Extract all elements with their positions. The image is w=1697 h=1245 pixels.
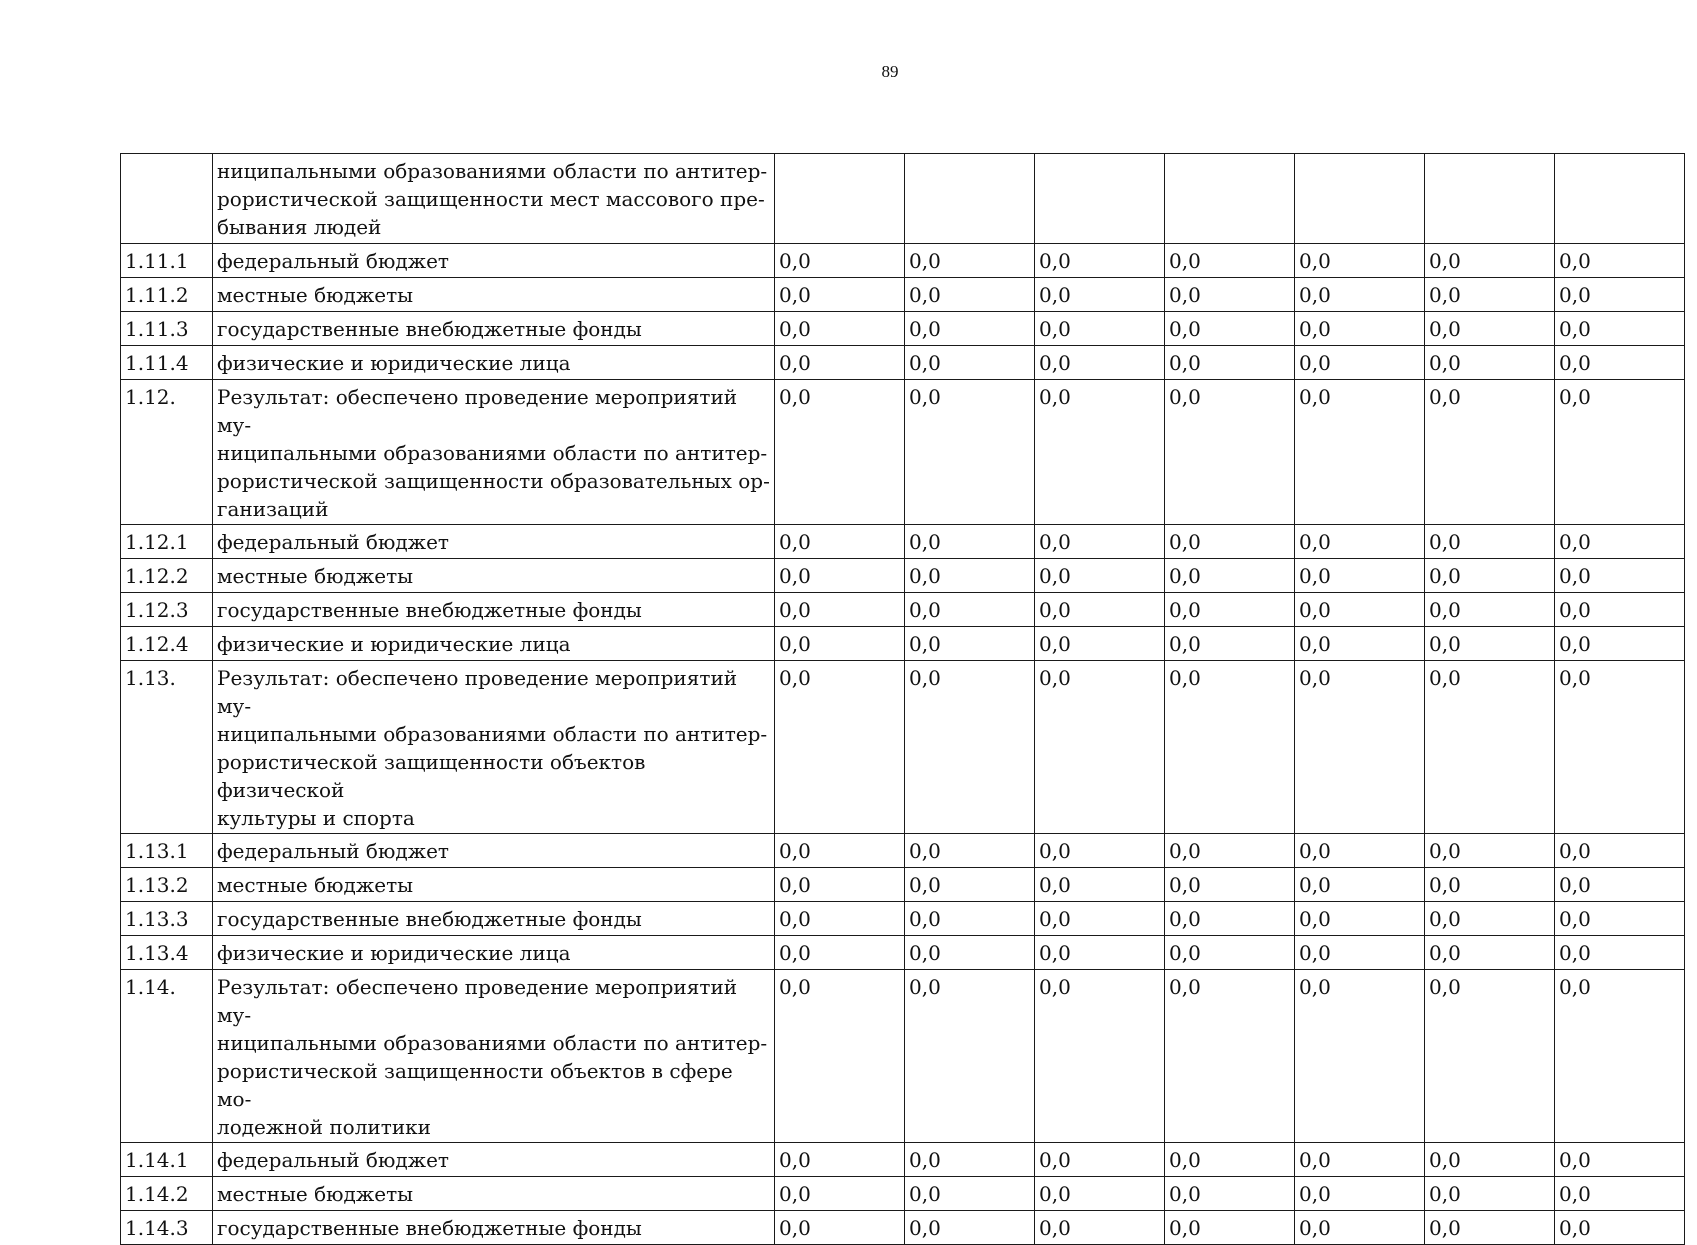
value-cell-3: 0,0 [1035, 1211, 1165, 1245]
table-row [121, 868, 1685, 902]
row-description: физические и юридические лица [213, 936, 775, 970]
row-description: федеральный бюджет [213, 525, 775, 559]
table-row [121, 154, 1685, 244]
row-number: 1.12.3 [121, 593, 213, 627]
row-description: местные бюджеты [213, 559, 775, 593]
value-cell-7: 0,0 [1555, 902, 1685, 936]
value-cell-6: 0,0 [1425, 868, 1555, 902]
value-cell-7: 0,0 [1555, 346, 1685, 380]
value-cell-2: 0,0 [905, 627, 1035, 661]
value-cell-5: 0,0 [1295, 593, 1425, 627]
value-cell-7 [1555, 154, 1685, 244]
value-cell-1: 0,0 [775, 278, 905, 312]
value-cell-4: 0,0 [1165, 902, 1295, 936]
value-cell-4: 0,0 [1165, 1177, 1295, 1211]
value-cell-2: 0,0 [905, 1177, 1035, 1211]
value-cell-6: 0,0 [1425, 834, 1555, 868]
row-description: государственные внебюджетные фонды [213, 312, 775, 346]
row-description: государственные внебюджетные фонды [213, 902, 775, 936]
value-cell-2: 0,0 [905, 1211, 1035, 1245]
table-row [121, 1143, 1685, 1177]
value-cell-2: 0,0 [905, 525, 1035, 559]
value-cell-2: 0,0 [905, 868, 1035, 902]
value-cell-4: 0,0 [1165, 525, 1295, 559]
value-cell-4: 0,0 [1165, 559, 1295, 593]
row-description: физические и юридические лица [213, 627, 775, 661]
row-number: 1.14.2 [121, 1177, 213, 1211]
value-cell-7: 0,0 [1555, 834, 1685, 868]
value-cell-2 [905, 154, 1035, 244]
value-cell-3: 0,0 [1035, 244, 1165, 278]
value-cell-6: 0,0 [1425, 525, 1555, 559]
value-cell-1: 0,0 [775, 244, 905, 278]
value-cell-2: 0,0 [905, 661, 1035, 834]
value-cell-4: 0,0 [1165, 1211, 1295, 1245]
value-cell-6: 0,0 [1425, 1143, 1555, 1177]
value-cell-3: 0,0 [1035, 970, 1165, 1143]
row-description: федеральный бюджет [213, 244, 775, 278]
value-cell-5: 0,0 [1295, 627, 1425, 661]
value-cell-3: 0,0 [1035, 525, 1165, 559]
value-cell-4: 0,0 [1165, 661, 1295, 834]
value-cell-1: 0,0 [775, 1211, 905, 1245]
row-description: физические и юридические лица [213, 346, 775, 380]
value-cell-5: 0,0 [1295, 346, 1425, 380]
value-cell-1: 0,0 [775, 525, 905, 559]
row-description: государственные внебюджетные фонды [213, 593, 775, 627]
value-cell-2: 0,0 [905, 312, 1035, 346]
value-cell-6: 0,0 [1425, 346, 1555, 380]
table-body [121, 154, 1685, 1245]
value-cell-5: 0,0 [1295, 278, 1425, 312]
row-number: 1.11.2 [121, 278, 213, 312]
row-description: ниципальными образованиями области по антитер- рористической защищенности мест массового пре- бывания людей [213, 154, 775, 244]
value-cell-6: 0,0 [1425, 661, 1555, 834]
value-cell-4: 0,0 [1165, 936, 1295, 970]
row-number [121, 154, 213, 244]
value-cell-7: 0,0 [1555, 312, 1685, 346]
value-cell-1: 0,0 [775, 902, 905, 936]
value-cell-1: 0,0 [775, 970, 905, 1143]
value-cell-5: 0,0 [1295, 970, 1425, 1143]
value-cell-3: 0,0 [1035, 312, 1165, 346]
value-cell-4: 0,0 [1165, 868, 1295, 902]
value-cell-3: 0,0 [1035, 559, 1165, 593]
table-row [121, 559, 1685, 593]
value-cell-7: 0,0 [1555, 868, 1685, 902]
value-cell-1: 0,0 [775, 868, 905, 902]
value-cell-3: 0,0 [1035, 278, 1165, 312]
value-cell-5: 0,0 [1295, 312, 1425, 346]
value-cell-2: 0,0 [905, 559, 1035, 593]
value-cell-6: 0,0 [1425, 936, 1555, 970]
value-cell-3 [1035, 154, 1165, 244]
table-row [121, 970, 1685, 1143]
value-cell-6: 0,0 [1425, 902, 1555, 936]
value-cell-5: 0,0 [1295, 1211, 1425, 1245]
value-cell-5: 0,0 [1295, 661, 1425, 834]
table-row [121, 936, 1685, 970]
table-row [121, 593, 1685, 627]
value-cell-7: 0,0 [1555, 559, 1685, 593]
funding-table [120, 153, 1685, 1245]
table-row [121, 278, 1685, 312]
value-cell-1: 0,0 [775, 834, 905, 868]
value-cell-5: 0,0 [1295, 525, 1425, 559]
value-cell-1: 0,0 [775, 593, 905, 627]
value-cell-3: 0,0 [1035, 868, 1165, 902]
value-cell-7: 0,0 [1555, 970, 1685, 1143]
table-row [121, 902, 1685, 936]
value-cell-5: 0,0 [1295, 936, 1425, 970]
value-cell-3: 0,0 [1035, 936, 1165, 970]
value-cell-1: 0,0 [775, 559, 905, 593]
row-number: 1.14. [121, 970, 213, 1143]
value-cell-3: 0,0 [1035, 346, 1165, 380]
value-cell-3: 0,0 [1035, 902, 1165, 936]
value-cell-6: 0,0 [1425, 559, 1555, 593]
page-number: 89 [881, 62, 899, 81]
value-cell-6: 0,0 [1425, 312, 1555, 346]
table-row [121, 380, 1685, 525]
value-cell-2: 0,0 [905, 970, 1035, 1143]
value-cell-6: 0,0 [1425, 593, 1555, 627]
value-cell-4 [1165, 154, 1295, 244]
value-cell-7: 0,0 [1555, 244, 1685, 278]
value-cell-4: 0,0 [1165, 593, 1295, 627]
value-cell-5: 0,0 [1295, 380, 1425, 525]
value-cell-5: 0,0 [1295, 834, 1425, 868]
value-cell-6: 0,0 [1425, 1211, 1555, 1245]
value-cell-4: 0,0 [1165, 834, 1295, 868]
value-cell-1: 0,0 [775, 346, 905, 380]
value-cell-3: 0,0 [1035, 593, 1165, 627]
row-description: федеральный бюджет [213, 834, 775, 868]
value-cell-2: 0,0 [905, 593, 1035, 627]
table-row [121, 627, 1685, 661]
value-cell-3: 0,0 [1035, 1143, 1165, 1177]
value-cell-4: 0,0 [1165, 380, 1295, 525]
value-cell-7: 0,0 [1555, 1211, 1685, 1245]
value-cell-5: 0,0 [1295, 559, 1425, 593]
value-cell-2: 0,0 [905, 902, 1035, 936]
value-cell-2: 0,0 [905, 936, 1035, 970]
value-cell-4: 0,0 [1165, 278, 1295, 312]
table-row [121, 525, 1685, 559]
value-cell-5: 0,0 [1295, 1177, 1425, 1211]
value-cell-3: 0,0 [1035, 834, 1165, 868]
value-cell-6: 0,0 [1425, 1177, 1555, 1211]
value-cell-1: 0,0 [775, 1177, 905, 1211]
value-cell-7: 0,0 [1555, 1143, 1685, 1177]
row-number: 1.13.4 [121, 936, 213, 970]
table-row [121, 346, 1685, 380]
value-cell-5: 0,0 [1295, 1143, 1425, 1177]
value-cell-6: 0,0 [1425, 970, 1555, 1143]
value-cell-1: 0,0 [775, 661, 905, 834]
row-description: местные бюджеты [213, 278, 775, 312]
value-cell-3: 0,0 [1035, 661, 1165, 834]
value-cell-4: 0,0 [1165, 312, 1295, 346]
row-description: Результат: обеспечено проведение мероприятий му- ниципальными образованиями области по антитер- рористической защищенности образовательных ор- ганизаций [213, 380, 775, 525]
value-cell-1: 0,0 [775, 627, 905, 661]
row-number: 1.13.3 [121, 902, 213, 936]
table-row [121, 834, 1685, 868]
row-number: 1.12. [121, 380, 213, 525]
row-number: 1.12.1 [121, 525, 213, 559]
row-description: местные бюджеты [213, 868, 775, 902]
value-cell-6: 0,0 [1425, 380, 1555, 525]
row-number: 1.11.4 [121, 346, 213, 380]
value-cell-2: 0,0 [905, 244, 1035, 278]
value-cell-4: 0,0 [1165, 1143, 1295, 1177]
value-cell-6 [1425, 154, 1555, 244]
row-number: 1.12.4 [121, 627, 213, 661]
value-cell-5 [1295, 154, 1425, 244]
value-cell-1: 0,0 [775, 936, 905, 970]
row-description: федеральный бюджет [213, 1143, 775, 1177]
row-number: 1.13. [121, 661, 213, 834]
table-row [121, 1177, 1685, 1211]
row-number: 1.13.1 [121, 834, 213, 868]
row-number: 1.11.3 [121, 312, 213, 346]
row-number: 1.14.3 [121, 1211, 213, 1245]
value-cell-3: 0,0 [1035, 380, 1165, 525]
value-cell-3: 0,0 [1035, 627, 1165, 661]
value-cell-1: 0,0 [775, 380, 905, 525]
value-cell-7: 0,0 [1555, 627, 1685, 661]
row-description: Результат: обеспечено проведение мероприятий му- ниципальными образованиями области по антитер- рористической защищенности объектов физической культуры и спорта [213, 661, 775, 834]
value-cell-5: 0,0 [1295, 868, 1425, 902]
row-description: Результат: обеспечено проведение мероприятий му- ниципальными образованиями области по антитер- рористической защищенности объектов в сфере мо- лодежной политики [213, 970, 775, 1143]
value-cell-4: 0,0 [1165, 244, 1295, 278]
value-cell-2: 0,0 [905, 834, 1035, 868]
value-cell-2: 0,0 [905, 380, 1035, 525]
value-cell-1: 0,0 [775, 312, 905, 346]
value-cell-7: 0,0 [1555, 1177, 1685, 1211]
value-cell-2: 0,0 [905, 1143, 1035, 1177]
value-cell-7: 0,0 [1555, 525, 1685, 559]
value-cell-7: 0,0 [1555, 661, 1685, 834]
value-cell-4: 0,0 [1165, 627, 1295, 661]
value-cell-6: 0,0 [1425, 627, 1555, 661]
value-cell-7: 0,0 [1555, 380, 1685, 525]
row-description: местные бюджеты [213, 1177, 775, 1211]
value-cell-2: 0,0 [905, 278, 1035, 312]
row-number: 1.13.2 [121, 868, 213, 902]
row-number: 1.14.1 [121, 1143, 213, 1177]
value-cell-1 [775, 154, 905, 244]
value-cell-6: 0,0 [1425, 278, 1555, 312]
value-cell-7: 0,0 [1555, 278, 1685, 312]
value-cell-5: 0,0 [1295, 902, 1425, 936]
table-row [121, 312, 1685, 346]
value-cell-3: 0,0 [1035, 1177, 1165, 1211]
row-number: 1.11.1 [121, 244, 213, 278]
value-cell-5: 0,0 [1295, 244, 1425, 278]
value-cell-4: 0,0 [1165, 970, 1295, 1143]
table-row [121, 1211, 1685, 1245]
value-cell-2: 0,0 [905, 346, 1035, 380]
row-number: 1.12.2 [121, 559, 213, 593]
value-cell-6: 0,0 [1425, 244, 1555, 278]
table-row [121, 661, 1685, 834]
value-cell-7: 0,0 [1555, 593, 1685, 627]
value-cell-4: 0,0 [1165, 346, 1295, 380]
value-cell-1: 0,0 [775, 1143, 905, 1177]
value-cell-7: 0,0 [1555, 936, 1685, 970]
row-description: государственные внебюджетные фонды [213, 1211, 775, 1245]
table-row [121, 244, 1685, 278]
